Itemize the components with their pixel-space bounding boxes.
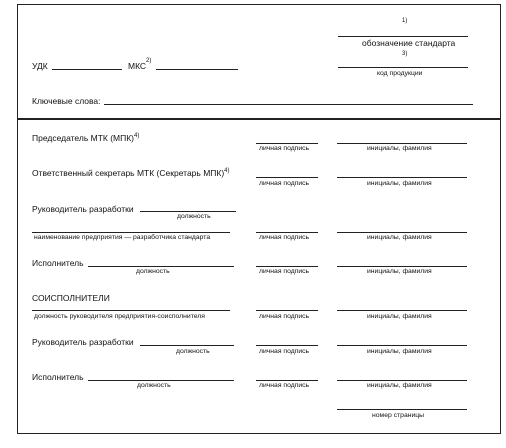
position-caption: должность bbox=[177, 213, 211, 220]
product-code-line bbox=[338, 67, 468, 68]
product-code-caption: код продукции bbox=[377, 70, 423, 77]
secretary-signature-line[interactable] bbox=[256, 177, 318, 178]
coexecutor-signature-line[interactable] bbox=[256, 310, 318, 311]
dev-head-2-position-line[interactable] bbox=[140, 345, 234, 346]
executor-label: Исполнитель bbox=[32, 258, 84, 268]
chairman-signature-line[interactable] bbox=[256, 143, 318, 144]
signature-caption: личная подпись bbox=[259, 313, 310, 320]
coexecutors-heading: СОИСПОЛНИТЕЛИ bbox=[32, 293, 110, 303]
name-caption: инициалы, фамилия bbox=[367, 382, 432, 389]
dev-head-signature-line[interactable] bbox=[256, 232, 318, 233]
secretary-label: Ответственный секретарь МТК (Секретарь МПК)$^{4)}$ bbox=[32, 168, 230, 178]
coexecutor-head-caption: должность руководителя предприятия-соисполнителя bbox=[34, 313, 205, 320]
chairman-name-line[interactable] bbox=[337, 143, 467, 144]
dev-head-2-name-line[interactable] bbox=[337, 345, 467, 346]
executor-2-label: Исполнитель bbox=[32, 372, 84, 382]
standard-designation-line bbox=[338, 36, 468, 37]
executor-2-signature-line[interactable] bbox=[256, 380, 318, 381]
coexecutor-head-line[interactable] bbox=[32, 310, 230, 311]
executor-2-name-line[interactable] bbox=[337, 380, 467, 381]
name-caption: инициалы, фамилия bbox=[367, 145, 432, 152]
secretary-name-line[interactable] bbox=[337, 177, 467, 178]
name-caption: инициалы, фамилия bbox=[367, 313, 432, 320]
executor-name-line[interactable] bbox=[337, 266, 467, 267]
page-number-line[interactable] bbox=[337, 409, 467, 410]
dev-head-name-line[interactable] bbox=[337, 232, 467, 233]
dev-head-2-signature-line[interactable] bbox=[256, 345, 318, 346]
standard-designation-caption: обозначение стандарта bbox=[362, 38, 456, 48]
name-caption: инициалы, фамилия bbox=[367, 268, 432, 275]
dev-head-label: Руководитель разработки bbox=[32, 204, 134, 214]
keywords-label: Ключевые слова: bbox=[32, 96, 101, 106]
signature-caption: личная подпись bbox=[259, 348, 310, 355]
page-number-caption: номер страницы bbox=[372, 412, 425, 419]
mks-field-line[interactable] bbox=[156, 69, 238, 70]
executor-position-line[interactable] bbox=[88, 266, 234, 267]
developer-org-line[interactable] bbox=[32, 232, 230, 233]
keywords-field-line[interactable] bbox=[104, 104, 473, 105]
note-1-marker: 1) bbox=[402, 18, 408, 24]
mks-label: МКС bbox=[128, 61, 147, 71]
signature-caption: личная подпись bbox=[259, 382, 310, 389]
coexecutor-name-line[interactable] bbox=[337, 310, 467, 311]
name-caption: инициалы, фамилия bbox=[367, 180, 432, 187]
position-caption: должность bbox=[136, 268, 170, 275]
name-caption: инициалы, фамилия bbox=[367, 348, 432, 355]
section-divider bbox=[17, 118, 501, 120]
note-3-marker: 3) bbox=[402, 51, 408, 57]
executor-2-position-line[interactable] bbox=[88, 380, 234, 381]
chairman-label: Председатель МТК (МПК)$^{4)}$ bbox=[32, 133, 140, 143]
position-caption: должность bbox=[137, 382, 171, 389]
udk-field-line[interactable] bbox=[52, 69, 122, 70]
developer-org-caption: наименование предприятия — разработчика стандарта bbox=[34, 234, 211, 241]
name-caption: инициалы, фамилия bbox=[367, 234, 432, 241]
signature-caption: личная подпись bbox=[259, 234, 310, 241]
signature-caption: личная подпись bbox=[259, 268, 310, 275]
executor-signature-line[interactable] bbox=[256, 266, 318, 267]
position-caption: должность bbox=[176, 348, 210, 355]
dev-head-2-label: Руководитель разработки bbox=[32, 337, 134, 347]
dev-head-position-line[interactable] bbox=[140, 211, 236, 212]
mks-note-marker: 2) bbox=[146, 58, 152, 64]
signature-caption: личная подпись bbox=[259, 180, 310, 187]
signature-caption: личная подпись bbox=[259, 145, 310, 152]
udk-label: УДК bbox=[32, 61, 48, 71]
